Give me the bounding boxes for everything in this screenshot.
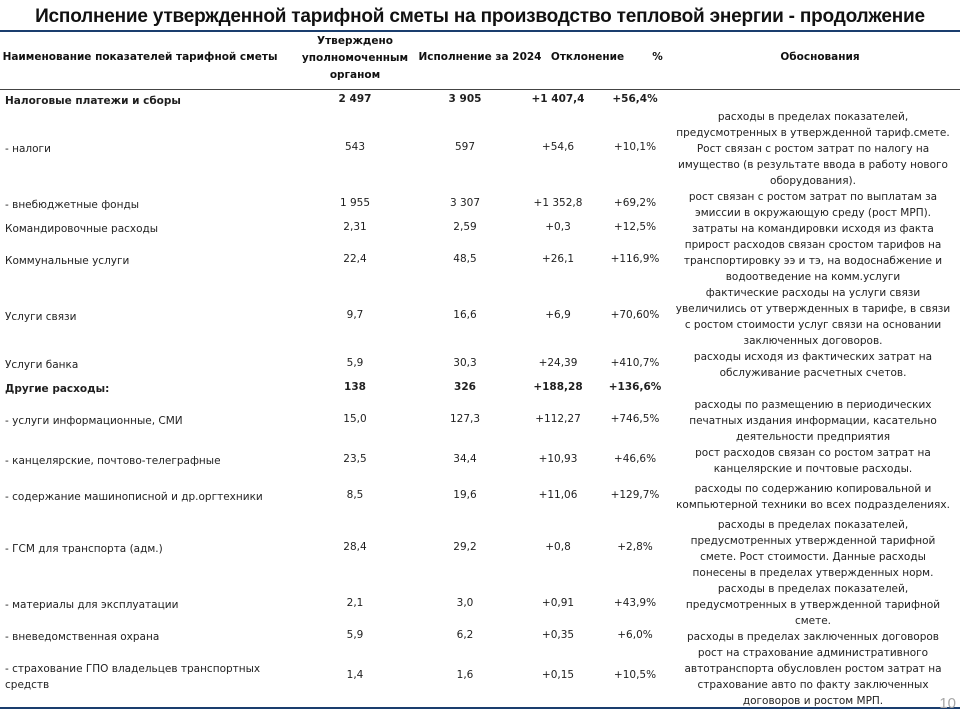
percent-value: +129,7% — [610, 489, 660, 501]
header-approved — [300, 33, 410, 84]
deviation-value: +1 407,4 — [531, 93, 585, 105]
row-name: - страхование ГПО владельцев транспортных средств — [5, 663, 261, 691]
justification-line: рост на страхование административного — [697, 647, 929, 659]
justification-line: расходы в пределах показателей, — [717, 519, 909, 531]
header-approved-line3: органом — [329, 69, 381, 81]
deviation-value: +54,6 — [541, 141, 575, 153]
executed-value: 326 — [454, 381, 476, 393]
executed-value: 34,4 — [453, 453, 477, 465]
justification-line: предусмотренных в утвержденной тариф.смете. — [676, 127, 950, 139]
row-name: - материалы для эксплуатации — [5, 599, 179, 611]
deviation-value: +0,35 — [541, 629, 575, 641]
deviation-value: +188,28 — [533, 381, 583, 393]
justification-line: расходы по размещению в периодических — [694, 399, 932, 411]
justification-line: печатных издания информации, касательно — [689, 415, 937, 427]
justification-text — [668, 189, 958, 221]
deviation-value: +24,39 — [538, 357, 578, 369]
justification-line: смете. Рост стоимости. Данные расходы — [700, 551, 926, 563]
justification-line: прирост расходов связан сростом тарифов на — [684, 239, 942, 251]
justification-line: имущество (в результате ввода в работу нового — [678, 159, 948, 171]
executed-value: 19,6 — [453, 489, 477, 501]
deviation-value: +0,8 — [545, 541, 571, 553]
approved-value: 543 — [344, 141, 366, 153]
row-name: Услуги банка — [5, 359, 79, 371]
justification-line: деятельности предприятия — [735, 431, 891, 443]
percent-value: +746,5% — [610, 413, 660, 425]
justification-text — [668, 285, 958, 349]
justification-text — [668, 221, 958, 237]
justification-text — [668, 397, 958, 445]
approved-value: 22,4 — [343, 253, 367, 265]
approved-value: 9,7 — [346, 309, 364, 321]
approved-value: 1 955 — [339, 197, 371, 209]
approved-value: 2,31 — [343, 221, 367, 233]
percent-value: +69,2% — [613, 197, 657, 209]
title-underline — [0, 30, 960, 32]
header-justification: Обоснования — [780, 51, 860, 63]
deviation-value: +10,93 — [538, 453, 578, 465]
row-name: Коммунальные услуги — [5, 255, 130, 267]
deviation-value: +26,1 — [541, 253, 575, 265]
justification-text — [668, 581, 958, 629]
header-approved-line2: уполномоченным — [301, 52, 409, 64]
justification-text — [668, 517, 958, 581]
percent-value: +10,5% — [613, 669, 657, 681]
page-title: Исполнение утвержденной тарифной сметы на производство тепловой энергии - продолжение — [35, 6, 925, 27]
page-number: 10 — [939, 695, 956, 712]
justification-line: договоров и ростом МРП. — [742, 695, 884, 707]
percent-value: +2,8% — [617, 541, 653, 553]
justification-text — [668, 645, 958, 709]
deviation-value: +1 352,8 — [533, 197, 583, 209]
deviation-value: +0,91 — [541, 597, 575, 609]
percent-value: +410,7% — [610, 357, 660, 369]
justification-line: рост расходов связан со ростом затрат на — [695, 447, 931, 459]
row-name: Командировочные расходы — [5, 223, 159, 235]
header-executed: Исполнение за 2024 — [418, 51, 542, 63]
justification-line: водоотведение на комм.услуги — [725, 271, 901, 283]
approved-value: 5,9 — [346, 629, 364, 641]
approved-value: 5,9 — [346, 357, 364, 369]
executed-value: 127,3 — [449, 413, 481, 425]
executed-value: 3,0 — [456, 597, 474, 609]
row-name: - содержание машинописной и др.оргтехники — [5, 491, 263, 503]
executed-value: 2,59 — [453, 221, 477, 233]
percent-value: +6,0% — [617, 629, 653, 641]
justification-line: смете. — [794, 615, 832, 627]
percent-value: +70,60% — [610, 309, 660, 321]
executed-value: 6,2 — [456, 629, 474, 641]
justification-text — [668, 481, 958, 513]
approved-value: 28,4 — [343, 541, 367, 553]
executed-value: 597 — [454, 141, 476, 153]
executed-value: 30,3 — [453, 357, 477, 369]
approved-value: 15,0 — [343, 413, 367, 425]
deviation-value: +112,27 — [535, 413, 581, 425]
executed-value: 1,6 — [456, 669, 474, 681]
executed-value: 48,5 — [453, 253, 477, 265]
justification-line: Рост связан с ростом затрат по налогу на — [696, 143, 930, 155]
header-percent: % — [652, 51, 663, 63]
justification-line: с ростом стоимости услуг связи на основании — [684, 319, 942, 331]
justification-line: заключенных договоров. — [743, 335, 883, 347]
header-deviation: Отклонение — [550, 51, 625, 63]
percent-value: +56,4% — [612, 93, 658, 105]
approved-value: 2 497 — [338, 93, 372, 105]
header-name: Наименование показателей тарифной сметы — [2, 51, 278, 63]
justification-line: затраты на командировки исходя из факта — [692, 223, 934, 235]
row-name: - внебюджетные фонды — [5, 199, 140, 211]
justification-line: эмиссии в окружающую среду (рост МРП). — [694, 207, 932, 219]
justification-line: фактические расходы на услуги связи — [705, 287, 921, 299]
approved-value: 8,5 — [346, 489, 364, 501]
justification-text — [668, 629, 958, 645]
row-name: - услуги информационные, СМИ — [5, 415, 183, 427]
percent-value: +10,1% — [613, 141, 657, 153]
header-divider — [0, 89, 960, 90]
justification-text — [668, 445, 958, 477]
executed-value: 3 905 — [448, 93, 482, 105]
row-name: Услуги связи — [5, 311, 77, 323]
approved-value: 23,5 — [343, 453, 367, 465]
executed-value: 16,6 — [453, 309, 477, 321]
approved-value: 138 — [344, 381, 366, 393]
justification-line: компьютерной техники во всех подразделениях. — [676, 499, 950, 511]
deviation-value: +6,9 — [545, 309, 571, 321]
justification-line: расходы в пределах показателей, — [717, 583, 909, 595]
approved-value: 1,4 — [346, 669, 364, 681]
percent-value: +116,9% — [610, 253, 660, 265]
deviation-value: +11,06 — [538, 489, 578, 501]
justification-line: расходы исходя из фактических затрат на — [693, 351, 933, 363]
executed-value: 3 307 — [449, 197, 481, 209]
row-name: Другие расходы: — [5, 383, 110, 395]
justification-line: расходы в пределах заключенных договоров — [687, 631, 939, 643]
justification-line: увеличились от утвержденных в тарифе, в связи — [675, 303, 951, 315]
justification-line: предусмотренных в утвержденной тарифной — [685, 599, 941, 611]
row-name: - вневедомственная охрана — [5, 631, 160, 643]
row-name: - ГСМ для транспорта (адм.) — [5, 543, 163, 555]
percent-value: +12,5% — [613, 221, 657, 233]
deviation-value: +0,3 — [545, 221, 571, 233]
justification-line: страхование авто по факту заключенных — [697, 679, 929, 691]
header-approved-line1: Утверждено — [317, 35, 393, 47]
justification-line: расходы по содержанию копировальной и — [694, 483, 932, 495]
deviation-value: +0,15 — [541, 669, 575, 681]
row-name: - налоги — [5, 143, 51, 155]
justification-line: предусмотренных утвержденной тарифной — [690, 535, 936, 547]
approved-value: 2,1 — [346, 597, 364, 609]
executed-value: 29,2 — [453, 541, 477, 553]
justification-line: обслуживание расчетных счетов. — [719, 367, 907, 379]
footer-rule — [0, 707, 960, 709]
justification-line: рост связан с ростом затрат по выплатам за — [688, 191, 938, 203]
justification-line: понесены в пределах утвержденных норм. — [692, 567, 934, 579]
justification-line: расходы в пределах показателей, — [717, 111, 909, 123]
justification-text — [668, 349, 958, 381]
percent-value: +46,6% — [613, 453, 657, 465]
percent-value: +136,6% — [608, 381, 662, 393]
justification-line: канцелярские и почтовые расходы. — [713, 463, 913, 475]
justification-text — [668, 237, 958, 285]
row-name: Налоговые платежи и сборы — [5, 95, 181, 107]
row-name: - канцелярские, почтово-телеграфные — [5, 455, 221, 467]
justification-line: автотранспорта обусловлен ростом затрат на — [684, 663, 942, 675]
justification-line: транспортировку ээ и тэ, на водоснабжение и — [683, 255, 943, 267]
justification-line: оборудования). — [770, 175, 856, 187]
justification-text — [668, 109, 958, 189]
percent-value: +43,9% — [613, 597, 657, 609]
